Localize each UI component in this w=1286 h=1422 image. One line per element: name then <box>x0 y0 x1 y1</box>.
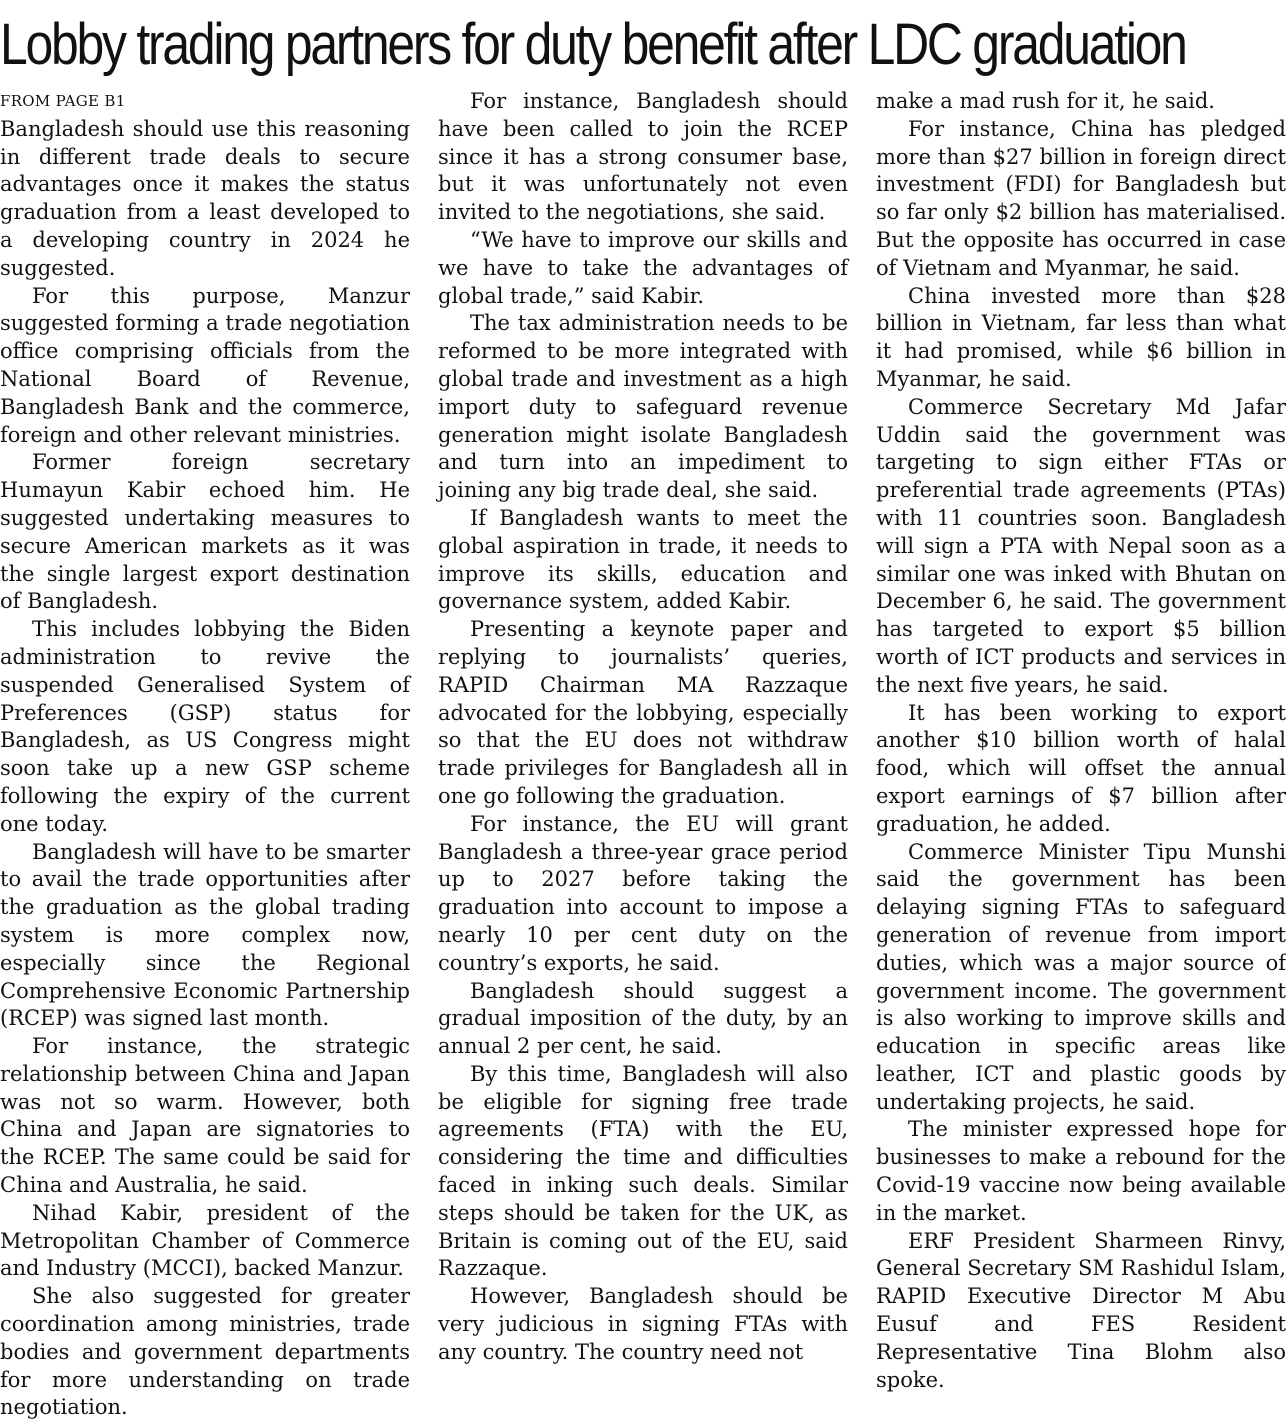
paragraph: By this time, Bangladesh will also be eligible for signing free trade agreements (FTA) with the EU, considering the time and difficulties faced in inking such deals. Similar steps should be taken for the UK, as Britain is coming out of the EU, said Razzaque. <box>438 1061 848 1281</box>
paragraph: Former foreign secretary Humayun Kabir echoed him. He suggested undertaking measures to secure American markets as it was the single largest export destination of Bangladesh. <box>0 450 410 614</box>
article-column-1 <box>0 88 410 1422</box>
paragraph: Nihad Kabir, president of the Metropolitan Chamber of Commerce and Industry (MCCI), backed Manzur. <box>0 1200 410 1281</box>
article-column-2 <box>438 88 848 1367</box>
paragraph: ERF President Sharmeen Rinvy, General Secretary SM Rashidul Islam, RAPID Executive Director M Abu Eusuf and FES Resident Representative Tina Blohm also spoke. <box>876 1228 1286 1392</box>
paragraph: For this purpose, Manzur suggested forming a trade negotiation office comprising officials from the National Board of Revenue, Bangladesh Bank and the commerce, foreign and other relevant ministries. <box>0 283 410 447</box>
paragraph: China invested more than $28 billion in Vietnam, far less than what it had promised, while $6 billion in Myanmar, he said. <box>876 283 1286 391</box>
paragraph: For instance, China has pledged more than $27 billion in foreign direct investment (FDI) for Bangladesh but so far only $2 billion has materialised. But the opposite has occurred in case of Vietnam and Myanmar, he said. <box>876 116 1286 280</box>
paragraph: It has been working to export another $10 billion worth of halal food, which will offset the annual export earnings of $7 billion after graduation, he added. <box>876 700 1286 836</box>
article-column-3 <box>876 88 1286 1394</box>
paragraph: “We have to improve our skills and we have to take the advantages of global trade,” said Kabir. <box>438 227 848 308</box>
paragraph: For instance, the EU will grant Bangladesh a three-year grace period up to 2027 before taking the graduation into account to impose a nearly 10 per cent duty on the country’s exports, he said. <box>438 811 848 975</box>
paragraph: For instance, the strategic relationship between China and Japan was not so warm. However, both China and Japan are signatories to the RCEP. The same could be said for China and Australia, he said. <box>0 1034 410 1198</box>
paragraph: Commerce Secretary Md Jafar Uddin said the government was targeting to sign either FTAs or preferential trade agreements (PTAs) with 11 countries soon. Bangladesh will sign a PTA with Nepal soon as a similar one was inked with Bhutan on December 6, he said. The government has targeted to export $5 billion worth of ICT products and services in the next five years, he said. <box>876 394 1286 697</box>
paragraph: However, Bangladesh should be very judicious in signing FTAs with any country. The country need not <box>438 1284 848 1364</box>
paragraph: Bangladesh should use this reasoning in different trade deals to secure advantages once it makes the status graduation from a least developed to a developing country in 2024 he suggested. <box>0 116 410 280</box>
paragraph: Presenting a keynote paper and replying to journalists’ queries, RAPID Chairman MA Razzaque advocated for the lobbying, especially so that the EU does not withdraw trade privileges for Bangladesh all in one go following the graduation. <box>438 617 848 808</box>
paragraph: The minister expressed hope for businesses to make a rebound for the Covid-19 vaccine now being available in the market. <box>876 1117 1286 1225</box>
paragraph: If Bangladesh wants to meet the global aspiration in trade, it needs to improve its skills, education and governance system, added Kabir. <box>438 505 848 614</box>
continuation-kicker: FROM PAGE B1 <box>0 92 126 110</box>
paragraph: She also suggested for greater coordination among ministries, trade bodies and government departments for more understanding on trade negotiation. <box>0 1284 410 1420</box>
paragraph: The tax administration needs to be reformed to be more integrated with global trade and investment as a high import duty to safeguard revenue generation might isolate Bangladesh and turn into an impediment to joining any big trade deal, she said. <box>438 311 848 503</box>
paragraph: make a mad rush for it, he said. <box>876 89 1215 113</box>
paragraph: Bangladesh should suggest a gradual imposition of the duty, by an annual 2 per cent, he said. <box>438 978 848 1059</box>
paragraph: Bangladesh will have to be smarter to avail the trade opportunities after the graduation as the global trading system is more complex now, especially since the Regional Comprehensive Economic Partnership (RCEP) was signed last month. <box>0 839 410 1031</box>
paragraph: This includes lobbying the Biden administration to revive the suspended Generalised System of Preferences (GSP) status for Bangladesh, as US Congress might soon take up a new GSP scheme following the expiry of the current one today. <box>0 617 410 836</box>
article-headline: Lobby trading partners for duty benefit after LDC graduation <box>0 12 1186 77</box>
paragraph: For instance, Bangladesh should have been called to join the RCEP since it has a strong consumer base, but it was unfortunately not even invited to the negotiations, she said. <box>438 89 848 225</box>
paragraph: Commerce Minister Tipu Munshi said the government has been delaying signing FTAs to safeguard generation of revenue from import duties, which was a major source of government income. The government is also working to improve skills and education in specific areas like leather, ICT and plastic goods by undertaking projects, he said. <box>876 839 1286 1114</box>
